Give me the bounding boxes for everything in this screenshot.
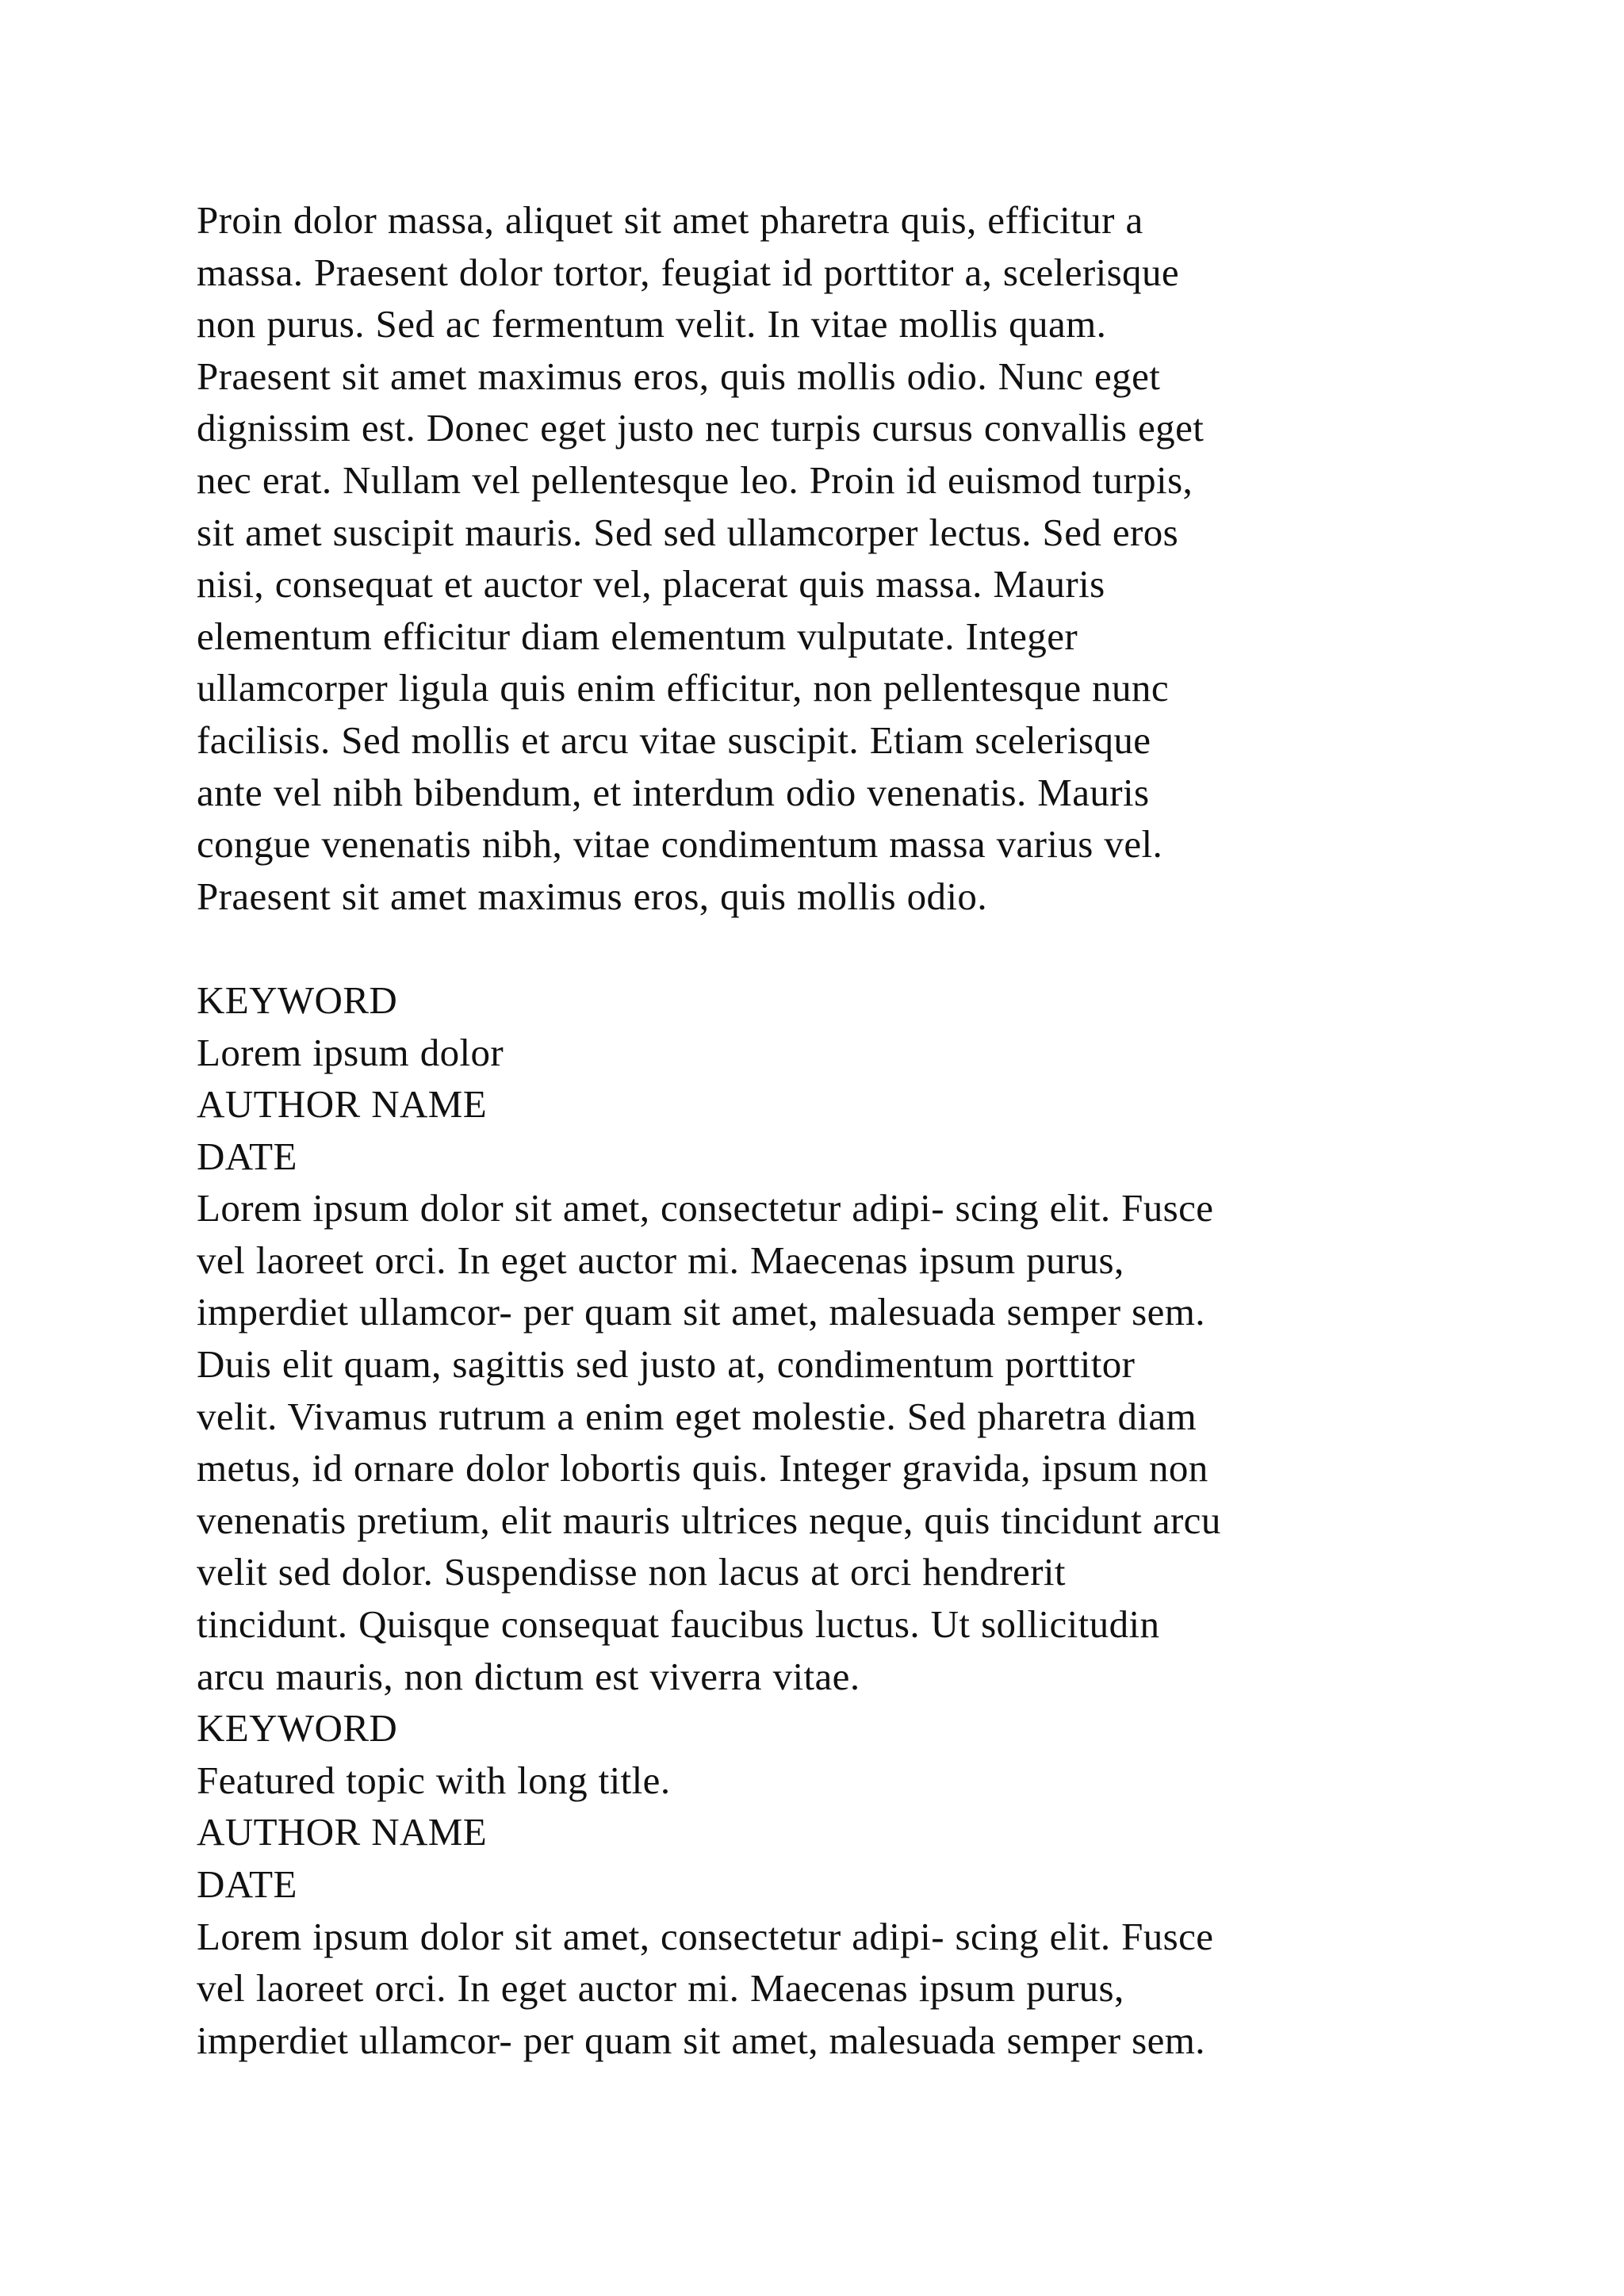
article-body-line: Lorem ipsum dolor sit amet, consectetur adipi- scing elit. Fusce xyxy=(197,1186,1214,1230)
intro-line: elementum efficitur diam elementum vulputate. Integer xyxy=(197,614,1078,658)
intro-paragraph xyxy=(197,194,1497,922)
intro-line: non purus. Sed ac fermentum velit. In vitae mollis quam. xyxy=(197,302,1107,346)
intro-line: ullamcorper ligula quis enim efficitur, non pellentesque nunc xyxy=(197,666,1169,710)
article-keyword: KEYWORD xyxy=(197,978,398,1022)
article-date: DATE xyxy=(197,1134,297,1178)
article-body-line: Duis elit quam, sagittis sed justo at, condimentum porttitor xyxy=(197,1342,1136,1387)
intro-line: sit amet suscipit mauris. Sed sed ullamcorper lectus. Sed eros xyxy=(197,510,1179,554)
intro-line: congue venenatis nibh, vitae condimentum massa varius vel. xyxy=(197,822,1163,867)
paragraph-gap xyxy=(197,922,1497,974)
article-1 xyxy=(197,974,1497,1702)
article-date: DATE xyxy=(197,1862,297,1906)
article-body-line: imperdiet ullamcor- per quam sit amet, malesuada semper sem. xyxy=(197,2018,1205,2062)
article-keyword: KEYWORD xyxy=(197,1706,398,1751)
article-author: AUTHOR NAME xyxy=(197,1082,488,1127)
intro-line: nec erat. Nullam vel pellentesque leo. Proin id euismod turpis, xyxy=(197,457,1193,502)
intro-line: nisi, consequat et auctor vel, placerat quis massa. Mauris xyxy=(197,562,1105,607)
intro-line: facilisis. Sed mollis et arcu vitae suscipit. Etiam scelerisque xyxy=(197,718,1151,762)
article-body-line: metus, id ornare dolor lobortis quis. Integer gravida, ipsum non xyxy=(197,1446,1208,1490)
intro-line: Praesent sit amet maximus eros, quis mollis odio. Nunc eget xyxy=(197,354,1161,398)
article-body-line: imperdiet ullamcor- per quam sit amet, malesuada semper sem. xyxy=(197,1290,1205,1334)
article-body-line: velit sed dolor. Suspendisse non lacus at orci hendrerit xyxy=(197,1550,1066,1594)
article-author: AUTHOR NAME xyxy=(197,1810,488,1854)
article-body-line: vel laoreet orci. In eget auctor mi. Maecenas ipsum purus, xyxy=(197,1966,1124,2011)
article-body-line: Lorem ipsum dolor sit amet, consectetur adipi- scing elit. Fusce xyxy=(197,1914,1214,1958)
article-title: Lorem ipsum dolor xyxy=(197,1030,504,1074)
document-text xyxy=(197,194,1497,2066)
intro-line: massa. Praesent dolor tortor, feugiat id porttitor a, scelerisque xyxy=(197,250,1179,294)
article-body-line: arcu mauris, non dictum est viverra vitae. xyxy=(197,1654,860,1698)
intro-line: Praesent sit amet maximus eros, quis mollis odio. xyxy=(197,874,987,918)
article-title: Featured topic with long title. xyxy=(197,1758,671,1802)
intro-line: ante vel nibh bibendum, et interdum odio venenatis. Mauris xyxy=(197,770,1150,814)
article-2 xyxy=(197,1702,1497,2066)
intro-line: Proin dolor massa, aliquet sit amet pharetra quis, efficitur a xyxy=(197,198,1143,242)
article-body-line: vel laoreet orci. In eget auctor mi. Maecenas ipsum purus, xyxy=(197,1238,1124,1282)
article-body-line: tincidunt. Quisque consequat faucibus luctus. Ut sollicitudin xyxy=(197,1602,1160,1647)
article-body-line: venenatis pretium, elit mauris ultrices neque, quis tincidunt arcu xyxy=(197,1498,1221,1542)
article-body-line: velit. Vivamus rutrum a enim eget molestie. Sed pharetra diam xyxy=(197,1394,1197,1438)
intro-line: dignissim est. Donec eget justo nec turpis cursus convallis eget xyxy=(197,406,1205,450)
